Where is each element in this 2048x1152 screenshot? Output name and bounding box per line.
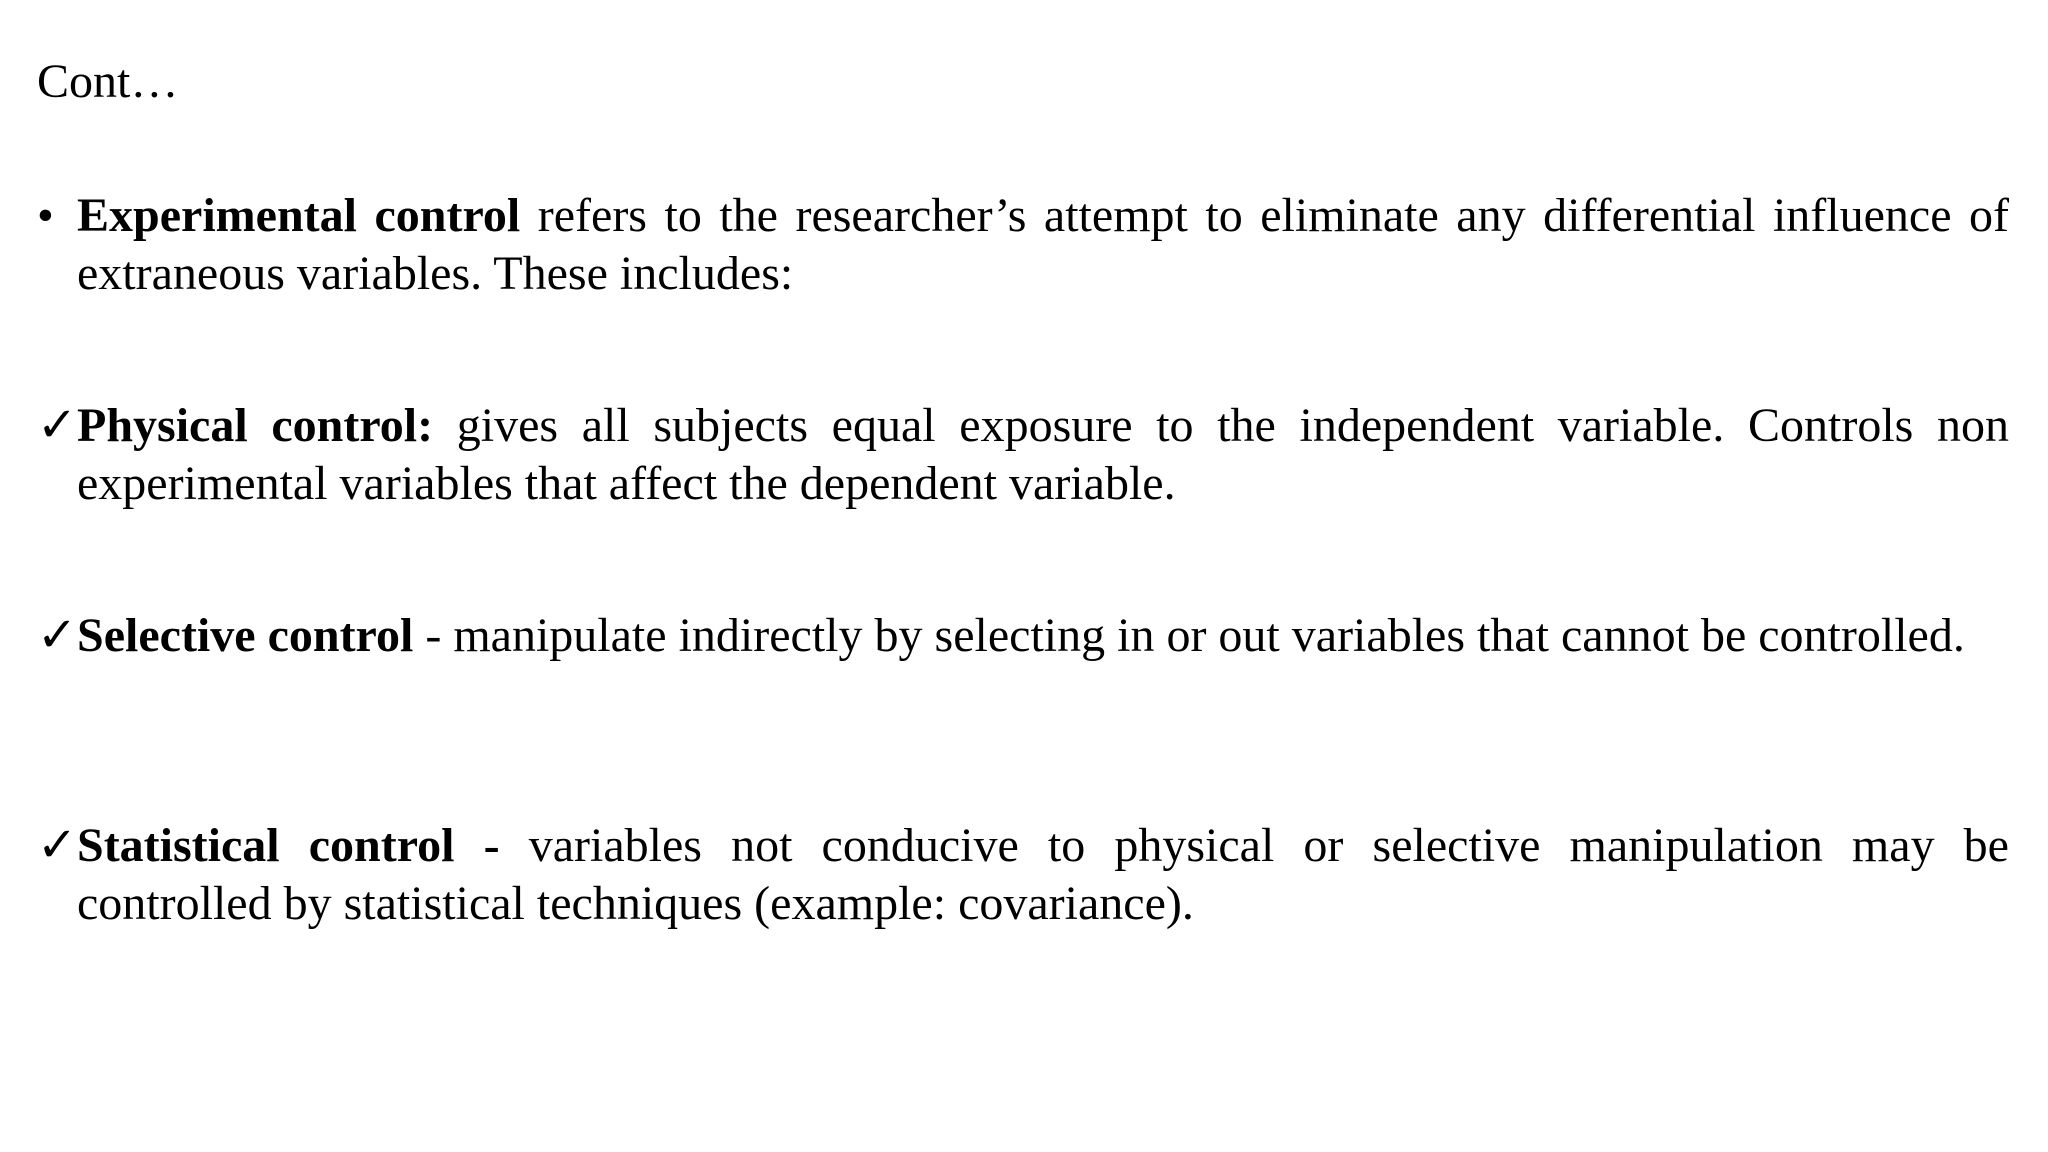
check-item-physical-control [37,397,2009,513]
bullet-item-experimental-control [37,187,2009,303]
bullet-body [77,187,2009,303]
check-item-text: gives all subjects equal exposure to the independent variable. Controls non experimental variables that affect the dependent variable. [77,399,2009,510]
check-item-body [77,397,2009,513]
checkmark-icon: ✓ [37,609,78,662]
checkmark-icon: ✓ [37,819,78,872]
check-item-term: Selective control [77,609,414,662]
check-item-selective-control [37,607,2009,665]
check-item-text: - manipulate indirectly by selecting in or out variables that cannot be controlled. [413,609,1965,662]
slide-title: Cont… [37,55,179,108]
check-item-term: Statistical control - [77,819,500,872]
check-item-text: variables not conducive to physical or selective manipulation may be controlled by statistical techniques (example: covariance). [77,819,2009,930]
check-item-statistical-control [37,817,2009,933]
check-item-body [77,817,2009,933]
checkmark-icon: ✓ [37,399,78,452]
bullet-icon: • [37,189,54,242]
bullet-text: refers to the researcher’s attempt to eliminate any differential influence of extraneous variables. These includes: [77,189,2010,300]
bullet-term: Experimental control [77,189,521,242]
check-item-term: Physical control: [77,399,434,452]
check-item-body [77,607,2009,665]
